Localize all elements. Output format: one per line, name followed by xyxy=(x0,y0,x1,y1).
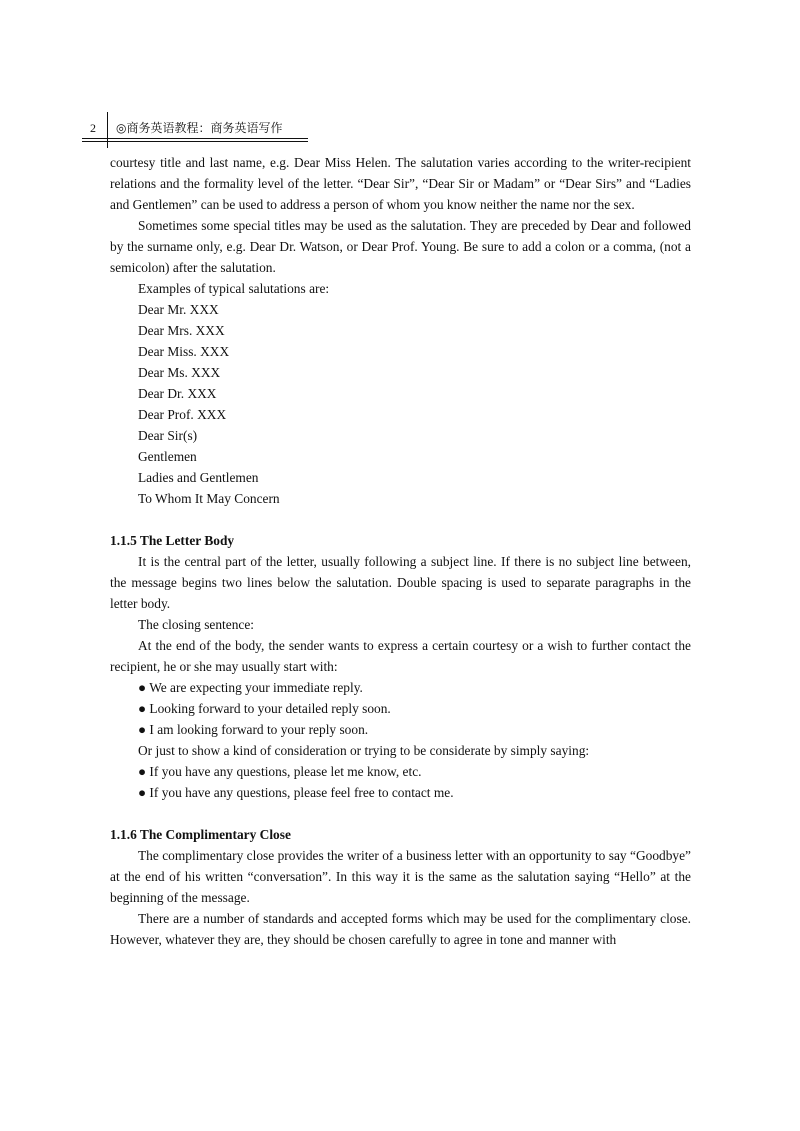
examples-intro: Examples of typical salutations are: xyxy=(138,281,330,296)
paragraph: The complimentary close provides the writer of a business letter with an opportunity to say “Goodbye” at the end of his written “conversation”. In this way it is the same as the salutation saying “Hello” at the beginning of the message. xyxy=(110,848,691,905)
list-item: To Whom It May Concern xyxy=(138,491,280,506)
list-item: ● I am looking forward to your reply soon. xyxy=(138,722,369,737)
salutation-examples-list xyxy=(110,299,691,509)
list-item: Ladies and Gentlemen xyxy=(138,470,259,485)
bullet-list xyxy=(110,677,691,740)
list-item: Dear Miss. XXX xyxy=(138,344,230,359)
list-item: Dear Mrs. XXX xyxy=(138,323,225,338)
list-item: Gentlemen xyxy=(138,449,197,464)
paragraph: courtesy title and last name, e.g. Dear Miss Helen. The salutation varies according to the writer-recipient relations and the formality level of the letter. “Dear Sir”, “Dear Sir or Madam” or “Dear Sirs” and “Ladies and Gentlemen” can be used to address a person of whom you know neither the name nor the sex. xyxy=(110,155,691,212)
list-item: ● If you have any questions, please let me know, etc. xyxy=(138,764,422,779)
page-content xyxy=(110,152,691,950)
list-item: Dear Dr. XXX xyxy=(138,386,217,401)
paragraph: Sometimes some special titles may be used as the salutation. They are preceded by Dear and followed by the surname only, e.g. Dear Dr. Watson, or Dear Prof. Young. Be sure to add a colon or a comma, (not a semicolon) after the salutation. xyxy=(110,218,691,275)
paragraph: Or just to show a kind of consideration or trying to be considerate by simply saying: xyxy=(138,743,590,758)
section-heading: 1.1.6 The Complimentary Close xyxy=(110,827,291,842)
running-header xyxy=(82,120,308,150)
list-item: Dear Ms. XXX xyxy=(138,365,221,380)
page-number: 2 xyxy=(90,121,96,135)
header-divider-vertical xyxy=(107,112,108,148)
paragraph: It is the central part of the letter, usually following a subject line. If there is no subject line between, the message begins two lines below the salutation. Double spacing is used to separate paragraphs in the letter body. xyxy=(110,554,691,611)
bullet-list xyxy=(110,761,691,803)
paragraph: At the end of the body, the sender wants to express a certain courtesy or a wish to further contact the recipient, he or she may usually start with: xyxy=(110,638,691,674)
paragraph: There are a number of standards and accepted forms which may be used for the complimentary close. However, whatever they are, they should be chosen carefully to agree in tone and manner with xyxy=(110,911,691,947)
section-heading: 1.1.5 The Letter Body xyxy=(110,533,235,548)
paragraph: The closing sentence: xyxy=(138,617,255,632)
header-rule xyxy=(82,138,308,139)
header-book-title: ◎商务英语教程：商务英语写作 xyxy=(116,121,283,135)
header-rule xyxy=(82,141,308,142)
list-item: ● If you have any questions, please feel free to contact me. xyxy=(138,785,454,800)
list-item: ● Looking forward to your detailed reply soon. xyxy=(138,701,391,716)
list-item: Dear Mr. XXX xyxy=(138,302,219,317)
list-item: Dear Sir(s) xyxy=(138,428,198,443)
list-item: Dear Prof. XXX xyxy=(138,407,227,422)
list-item: ● We are expecting your immediate reply. xyxy=(138,680,363,695)
